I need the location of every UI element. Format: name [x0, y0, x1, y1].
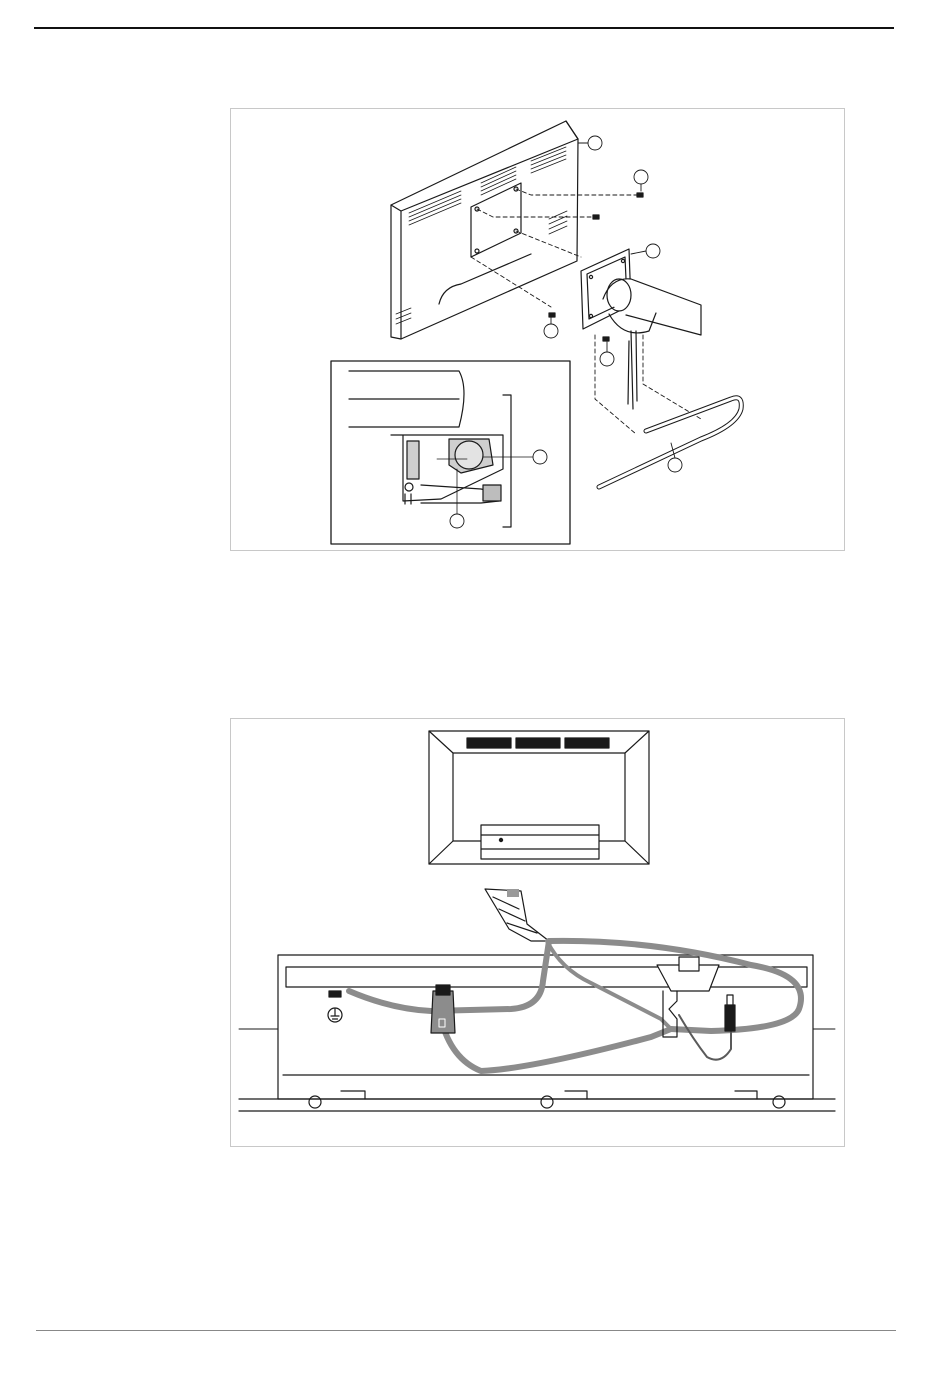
base-housing — [239, 955, 835, 1111]
header-rule — [34, 27, 894, 29]
signal-connector-icon — [725, 995, 735, 1031]
monitor-back-view — [429, 731, 649, 864]
cable-routing-figure — [230, 718, 845, 1147]
power-plug-icon — [431, 985, 455, 1033]
mounting-figure — [230, 108, 845, 551]
footer-rule — [36, 1330, 896, 1331]
monitor-mounting-diagram — [231, 109, 844, 550]
cable-sleeve-top — [485, 889, 549, 941]
cable-sleeve — [599, 398, 741, 487]
detail-inset — [331, 361, 570, 544]
cable-routing-diagram — [231, 719, 844, 1146]
